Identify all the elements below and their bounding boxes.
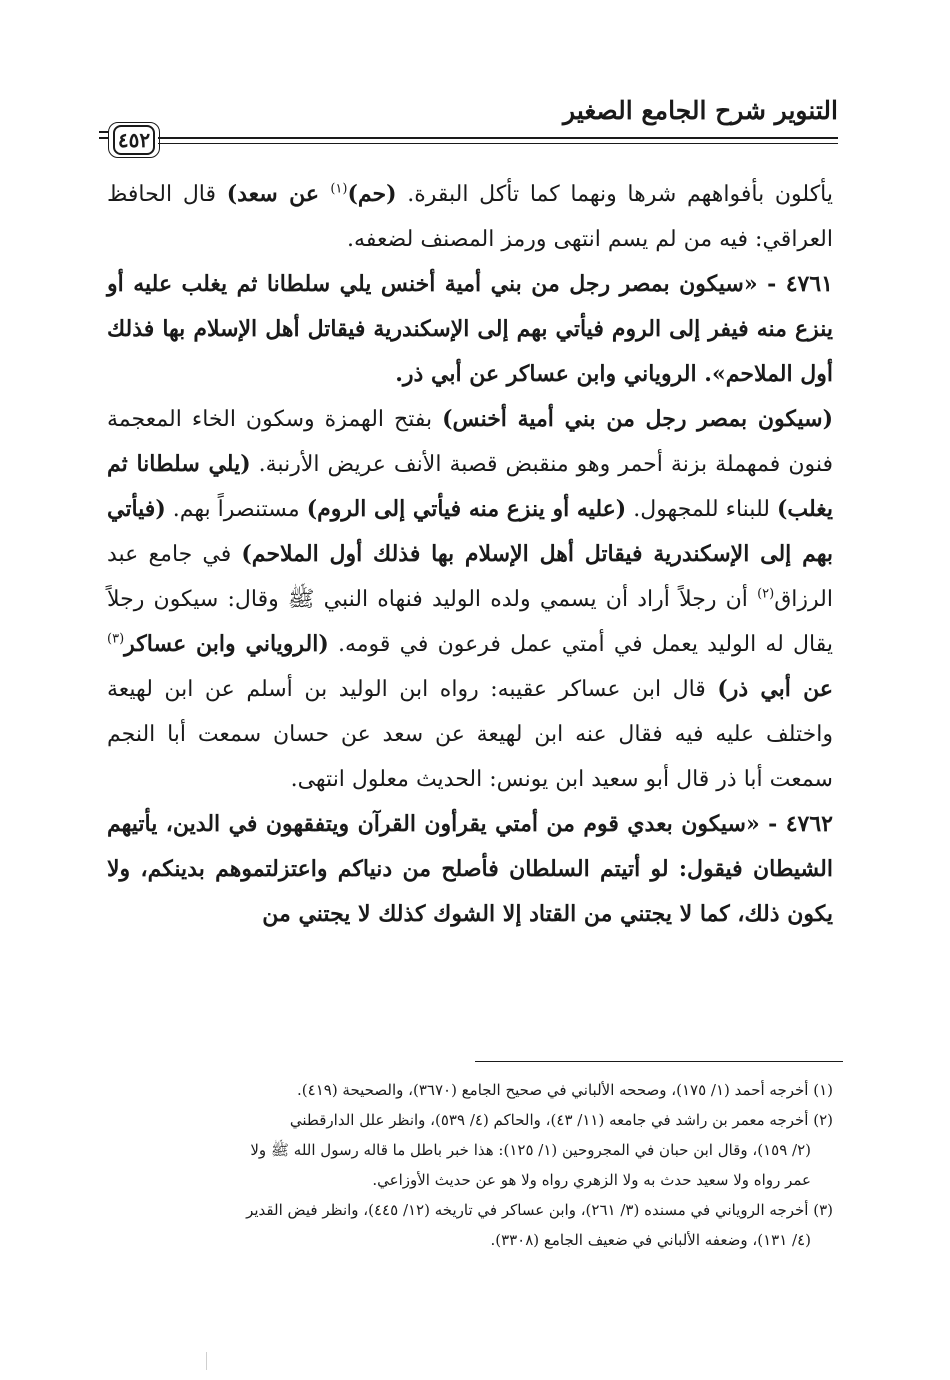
main-text [107,172,833,937]
text-span: بفتح الهمزة وسكون الخاء المعجمة فنون فمهملة بزنة أحمر وهو منقبض قصبة الأنف عريض الأرنبة. [107,407,833,477]
footnote-2-cont: (٢/ ١٥٩)، وقال ابن حبان في المجروحين (١/ ١٢٥): هذا خبر باطل ما قاله رسول الله ﷺ ولا [250,1141,811,1159]
footnote-3-cont: (٤/ ١٣١)، وضعفه الألباني في ضعيف الجامع (٣٣٠٨). [490,1231,811,1249]
footnote-2-cont: عمر رواه ولا سعيد حدث به ولا الزهري رواه ولا هو عن حديث الأوزاعي. [372,1171,811,1189]
paragraph-hadith-4761 [107,262,833,397]
text-span: مستنصراً بهم. [165,497,307,522]
text-span: أن رجلاً أراد أن يسمي ولده الوليد فنهاه النبي ﷺ وقال: سيكون رجلاً يقال له الوليد يعمل في أمتي عمل فرعون في قومه. [107,587,833,657]
hadith-sources: . الروياني وابن عساكر عن أبي ذر. [395,361,712,387]
page-number: ٤٥٢ [117,128,151,152]
footnote-2: (٢) أخرجه معمر بن راشد في جامعه (١١/ ٤٣)، والحاكم (٤/ ٥٣٩)، وانظر علل الدارقطني [289,1111,833,1129]
paragraph-hadith-4762 [107,802,833,937]
page-number-badge [113,125,155,155]
quoted-phrase: (الروياني وابن عساكر [124,631,329,657]
hadith-text: ٤٧٦٢ - «سيكون بعدي قوم من أمتي يقرأون القرآن ويتفقهون في الدين، يأتيهم الشيطان فيقول: لو أتيتم السلطان فأصلح من دنياكم واعتزلتموهم بدينكم، ولا يكون ذلك، كما لا يجتني من القتاد إلا الشوك كذلك لا يجتني من [107,811,833,927]
footnote-1: (١) أخرجه أحمد (١/ ١٧٥)، وصححه الألباني في صحيح الجامع (٣٦٧٠)، والصحيحة (٤١٩). [297,1081,833,1099]
header-rule-thin [158,143,838,144]
text-span: للبناء للمجهول. [626,497,777,522]
footnote-separator [475,1061,843,1062]
text-span: يأكلون بأفواههم شرها ونهما كما تأكل البقرة. [396,182,833,207]
footnote-3: (٣) أخرجه الروياني في مسنده (٣/ ٢٦١)، وابن عساكر في تاريخه (١٢/ ٤٤٥)، وانظر فيض القدير [246,1201,833,1219]
text-span: في جامع عبد الرزاق [107,542,833,612]
quoted-phrase: (سيكون بمصر رجل من بني أمية أخنس) [442,406,833,432]
quoted-phrase: (فيأتي بهم إلى الإسكندرية فيقاتل أهل الإسلام بها فذلك أول الملاحم) [107,496,833,567]
scan-mark [206,1352,207,1370]
hadith-text: ٤٧٦١ - «سيكون بمصر رجل من بني أمية أخنس يلي سلطانا ثم يغلب عليه أو ينزع منه فيفر إلى الروم فيأتي بهم إلى الإسكندرية فيقاتل أهل الإسلام بها فذلك أول الملاحم» [107,271,833,387]
text-span: قال ابن عساكر عقيبه: رواه ابن الوليد بن أسلم عن ابن لهيعة واختلف عليه فيه فقال عنه ابن لهيعة عن سعد عن حسان سمعت أبا النجم سمعت أبا ذر قال أبو سعيد ابن يونس: الحديث معلول انتهى. [107,677,833,792]
paragraph-hadith-4760-end [107,172,833,262]
footnote-ref-2[interactable]: (٢) [757,586,775,602]
source-abbrev: (حم) [347,181,397,207]
footnote-ref-3[interactable]: (٣) [107,631,125,647]
paragraph-commentary-4761 [107,397,833,802]
footnotes [107,1075,833,1255]
footnote-ref-1[interactable]: (١) [330,181,348,197]
header-rule-thick [158,137,838,139]
quoted-phrase: (عليه أو ينزع منه فيأتي إلى الروم) [306,496,627,522]
running-header-title: التنوير شرح الجامع الصغير [563,96,838,125]
quoted-phrase: عن أبي ذر) [717,676,833,702]
text-span: قال الحافظ العراقي: فيه من لم يسم انتهى ورمز المصنف لضعفه. [107,182,833,252]
quoted-phrase: (يلي سلطانا ثم يغلب) [107,451,833,522]
narrator-name: عن سعد) [226,181,331,207]
